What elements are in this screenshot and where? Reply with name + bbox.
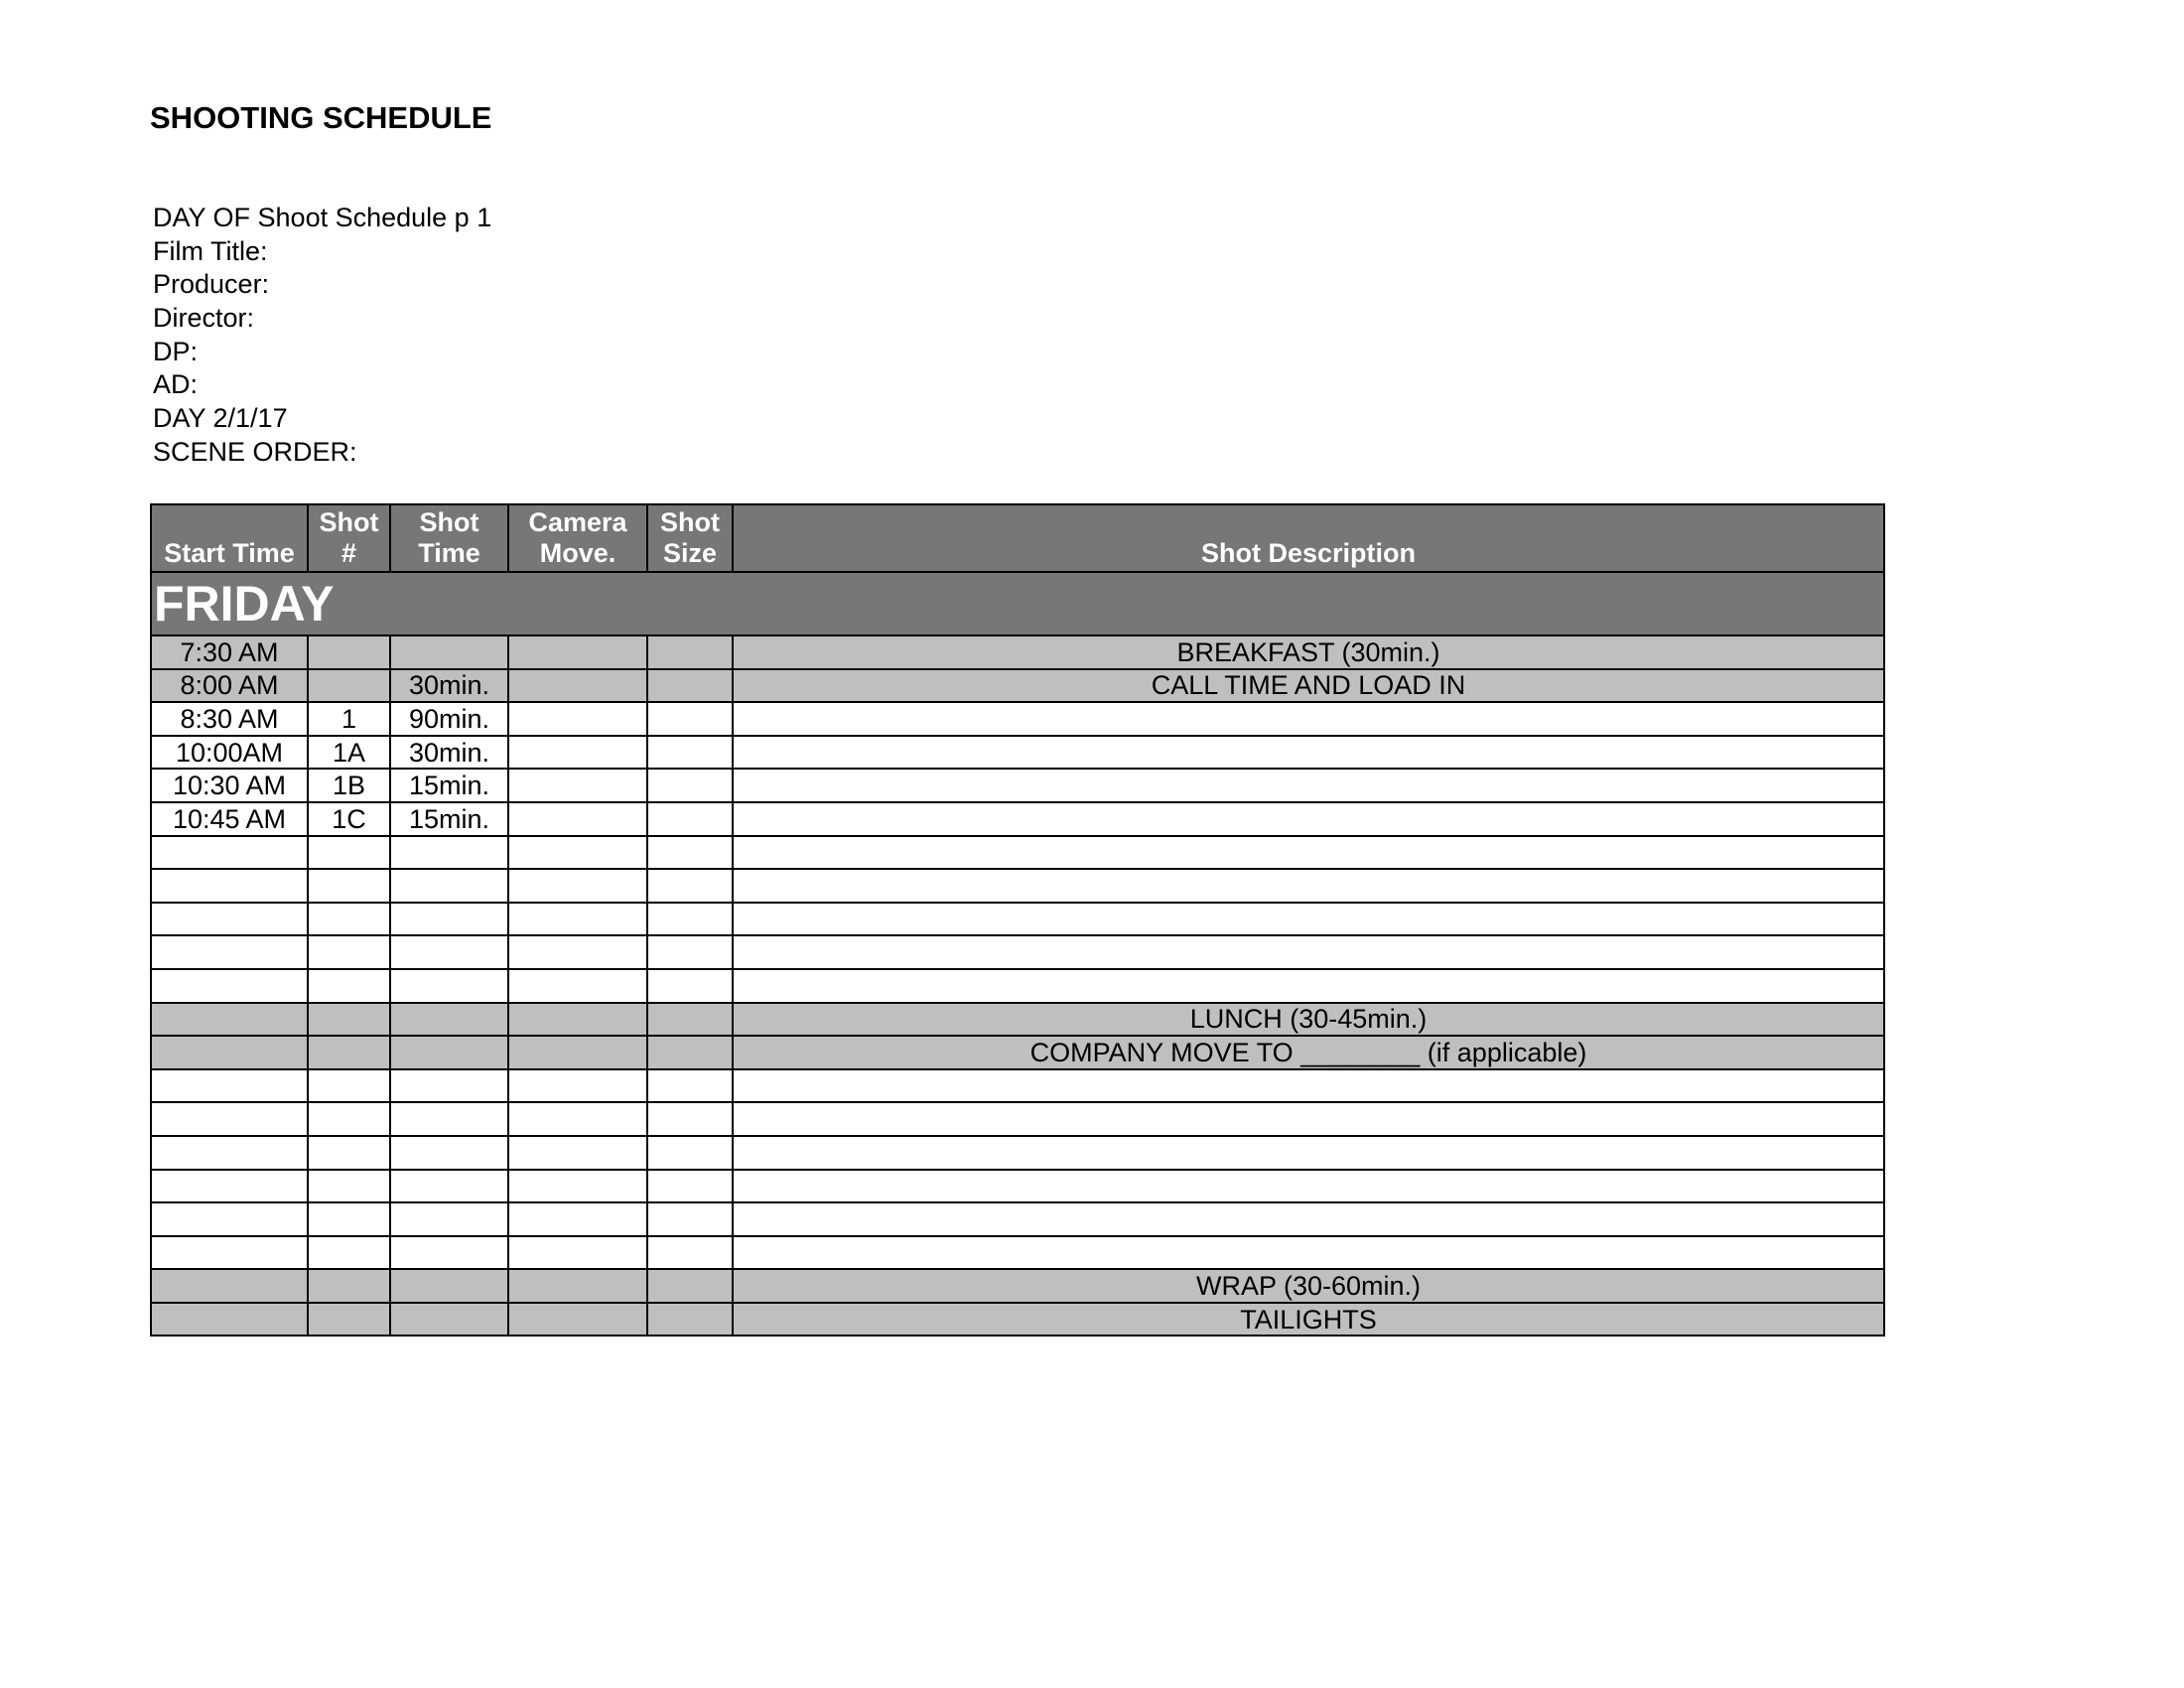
table-row	[151, 736, 1884, 770]
cell-shot-number	[308, 669, 390, 703]
cell-shot-description: COMPANY MOVE TO ________ (if applicable)	[733, 1036, 1884, 1069]
cell-shot-time	[390, 1303, 508, 1336]
cell-shot-time	[390, 836, 508, 870]
table-row	[151, 903, 1884, 936]
cell-start-time: 10:30 AM	[151, 769, 308, 802]
day-row	[151, 572, 1884, 635]
cell-shot-time	[390, 1102, 508, 1136]
cell-shot-time: 15min.	[390, 802, 508, 836]
cell-start-time	[151, 1036, 308, 1069]
cell-shot-size	[647, 836, 733, 870]
cell-shot-number	[308, 1303, 390, 1336]
table-row	[151, 1202, 1884, 1236]
cell-shot-time	[390, 935, 508, 969]
cell-shot-number	[308, 1136, 390, 1170]
cell-start-time	[151, 1102, 308, 1136]
cell-shot-time	[390, 1069, 508, 1103]
cell-shot-size	[647, 769, 733, 802]
cell-shot-size	[647, 903, 733, 936]
cell-shot-time	[390, 1036, 508, 1069]
cell-shot-number	[308, 1202, 390, 1236]
cell-shot-description	[733, 702, 1884, 736]
table-row	[151, 1236, 1884, 1270]
cell-shot-size	[647, 1003, 733, 1037]
cell-shot-description: WRAP (30-60min.)	[733, 1269, 1884, 1303]
cell-start-time: 10:00AM	[151, 736, 308, 770]
table-row	[151, 1003, 1884, 1037]
cell-start-time: 10:45 AM	[151, 802, 308, 836]
cell-shot-number	[308, 903, 390, 936]
header-shot-time: Shot Time	[390, 504, 508, 572]
info-line: Film Title:	[153, 235, 268, 266]
cell-shot-description	[733, 969, 1884, 1003]
cell-shot-size	[647, 1170, 733, 1203]
cell-camera-move	[508, 1102, 647, 1136]
cell-shot-description	[733, 769, 1884, 802]
cell-shot-time	[390, 969, 508, 1003]
cell-shot-time	[390, 1269, 508, 1303]
cell-camera-move	[508, 903, 647, 936]
table-row	[151, 1170, 1884, 1203]
cell-shot-size	[647, 1069, 733, 1103]
info-line: Director:	[153, 303, 255, 334]
cell-camera-move	[508, 769, 647, 802]
cell-shot-description: BREAKFAST (30min.)	[733, 635, 1884, 669]
cell-shot-number: 1A	[308, 736, 390, 770]
header-shot-size: Shot Size	[647, 504, 733, 572]
cell-start-time: 7:30 AM	[151, 635, 308, 669]
cell-shot-number	[308, 1003, 390, 1037]
cell-start-time	[151, 935, 308, 969]
cell-shot-number	[308, 1102, 390, 1136]
cell-shot-time	[390, 1236, 508, 1270]
header-start-time: Start Time	[151, 504, 308, 572]
cell-camera-move	[508, 969, 647, 1003]
cell-camera-move	[508, 669, 647, 703]
cell-shot-size	[647, 635, 733, 669]
cell-camera-move	[508, 1036, 647, 1069]
cell-shot-description	[733, 1170, 1884, 1203]
cell-shot-size	[647, 736, 733, 770]
cell-start-time: 8:00 AM	[151, 669, 308, 703]
cell-start-time	[151, 969, 308, 1003]
cell-shot-time	[390, 1202, 508, 1236]
cell-start-time	[151, 1236, 308, 1270]
cell-shot-size	[647, 669, 733, 703]
info-line: Producer:	[153, 269, 270, 300]
cell-shot-description	[733, 1102, 1884, 1136]
cell-shot-number	[308, 1036, 390, 1069]
cell-camera-move	[508, 1136, 647, 1170]
cell-camera-move	[508, 1269, 647, 1303]
cell-shot-size	[647, 802, 733, 836]
cell-camera-move	[508, 702, 647, 736]
table-row	[151, 935, 1884, 969]
cell-shot-description	[733, 903, 1884, 936]
cell-shot-number	[308, 935, 390, 969]
cell-shot-size	[647, 935, 733, 969]
cell-shot-number: 1	[308, 702, 390, 736]
header-row	[151, 504, 1884, 572]
cell-shot-size	[647, 1136, 733, 1170]
cell-camera-move	[508, 1303, 647, 1336]
cell-start-time: 8:30 AM	[151, 702, 308, 736]
shooting-schedule-table	[150, 503, 1885, 1336]
table-row	[151, 669, 1884, 703]
cell-shot-size	[647, 1303, 733, 1336]
cell-camera-move	[508, 635, 647, 669]
cell-start-time	[151, 836, 308, 870]
cell-shot-time: 30min.	[390, 669, 508, 703]
cell-camera-move	[508, 736, 647, 770]
cell-shot-time	[390, 1170, 508, 1203]
cell-shot-time	[390, 869, 508, 903]
header-shot-number: Shot #	[308, 504, 390, 572]
header-shot-description: Shot Description	[733, 504, 1884, 572]
cell-shot-description	[733, 1202, 1884, 1236]
cell-shot-size	[647, 1269, 733, 1303]
cell-start-time	[151, 869, 308, 903]
cell-camera-move	[508, 1236, 647, 1270]
table-row	[151, 1303, 1884, 1336]
table-row	[151, 769, 1884, 802]
cell-shot-size	[647, 702, 733, 736]
cell-camera-move	[508, 869, 647, 903]
cell-shot-description: TAILIGHTS	[733, 1303, 1884, 1336]
cell-shot-size	[647, 1102, 733, 1136]
cell-shot-number: 1C	[308, 802, 390, 836]
cell-shot-description	[733, 736, 1884, 770]
table-row	[151, 969, 1884, 1003]
cell-camera-move	[508, 802, 647, 836]
cell-camera-move	[508, 1170, 647, 1203]
header-camera-move: Camera Move.	[508, 504, 647, 572]
cell-camera-move	[508, 1003, 647, 1037]
cell-shot-number	[308, 836, 390, 870]
cell-shot-number	[308, 869, 390, 903]
table-row	[151, 635, 1884, 669]
cell-shot-size	[647, 1202, 733, 1236]
cell-shot-size	[647, 1236, 733, 1270]
cell-shot-description	[733, 935, 1884, 969]
cell-camera-move	[508, 1202, 647, 1236]
cell-start-time	[151, 1269, 308, 1303]
table-row	[151, 802, 1884, 836]
cell-shot-description	[733, 1136, 1884, 1170]
cell-start-time	[151, 1069, 308, 1103]
cell-shot-number	[308, 1269, 390, 1303]
info-line: DP:	[153, 336, 199, 366]
cell-shot-number	[308, 1236, 390, 1270]
cell-shot-description: CALL TIME AND LOAD IN	[733, 669, 1884, 703]
day-label: FRIDAY	[151, 572, 1884, 635]
table-row	[151, 1269, 1884, 1303]
schedule-info	[153, 202, 491, 470]
cell-shot-time: 30min.	[390, 736, 508, 770]
info-line: DAY OF Shoot Schedule p 1	[153, 203, 492, 232]
cell-shot-description	[733, 869, 1884, 903]
cell-shot-description	[733, 836, 1884, 870]
cell-shot-time: 90min.	[390, 702, 508, 736]
cell-shot-time	[390, 635, 508, 669]
table-row	[151, 1136, 1884, 1170]
table-row	[151, 869, 1884, 903]
table-row	[151, 1102, 1884, 1136]
cell-camera-move	[508, 1069, 647, 1103]
cell-shot-time	[390, 1136, 508, 1170]
cell-shot-size	[647, 869, 733, 903]
info-line: AD:	[153, 369, 199, 400]
cell-start-time	[151, 1202, 308, 1236]
cell-shot-size	[647, 1036, 733, 1069]
table-row	[151, 836, 1884, 870]
cell-camera-move	[508, 836, 647, 870]
cell-shot-number	[308, 1069, 390, 1103]
cell-shot-number: 1B	[308, 769, 390, 802]
info-line: SCENE ORDER:	[153, 436, 357, 467]
cell-shot-time: 15min.	[390, 769, 508, 802]
cell-shot-size	[647, 969, 733, 1003]
cell-shot-description	[733, 1069, 1884, 1103]
cell-shot-time	[390, 1003, 508, 1037]
page-title: SHOOTING SCHEDULE	[150, 100, 492, 135]
cell-shot-number	[308, 1170, 390, 1203]
cell-start-time	[151, 903, 308, 936]
cell-shot-time	[390, 903, 508, 936]
table-row	[151, 702, 1884, 736]
table-row	[151, 1036, 1884, 1069]
cell-start-time	[151, 1003, 308, 1037]
info-line: DAY 2/1/17	[153, 403, 288, 434]
cell-start-time	[151, 1303, 308, 1336]
cell-start-time	[151, 1136, 308, 1170]
cell-shot-number	[308, 969, 390, 1003]
cell-shot-description: LUNCH (30-45min.)	[733, 1003, 1884, 1037]
table-row	[151, 1069, 1884, 1103]
cell-start-time	[151, 1170, 308, 1203]
cell-shot-description	[733, 1236, 1884, 1270]
cell-shot-number	[308, 635, 390, 669]
cell-shot-description	[733, 802, 1884, 836]
cell-camera-move	[508, 935, 647, 969]
